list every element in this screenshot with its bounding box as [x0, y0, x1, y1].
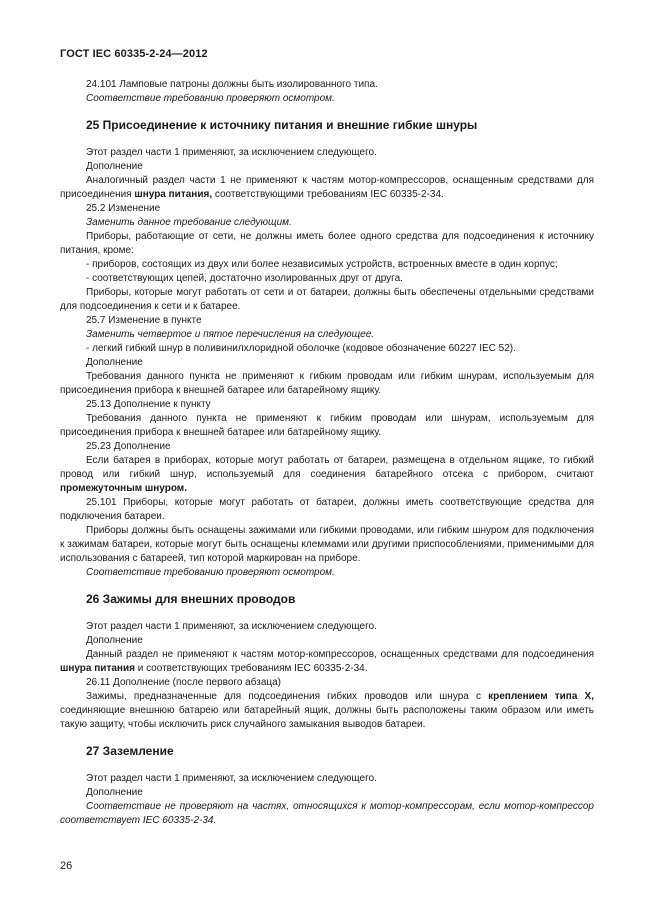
bold-term: шнура питания,: [134, 189, 213, 200]
paragraph: 25.13 Дополнение к пункту: [86, 399, 211, 410]
paragraph: Соответствие требованию проверяют осмотром.: [86, 93, 335, 104]
paragraph: 24.101 Ламповые патроны должны быть изолированного типа.: [86, 79, 378, 90]
text-run: Аналогичный раздел части 1 не применяют к частям мотор-компрессоров, оснащенным средствами для присоединения: [60, 175, 594, 200]
bold-term: шнура питания: [60, 663, 135, 674]
document-body: [60, 78, 594, 828]
section-heading: 26 Зажимы для внешних проводов: [86, 592, 296, 606]
bold-term: креплением типа X,: [488, 691, 594, 702]
text-run: Данный раздел не применяют к частям мотор-компрессоров, оснащенных средствами для подсоединения: [86, 649, 594, 660]
section-heading: 25 Присоединение к источнику питания и внешние гибкие шнуры: [86, 118, 478, 132]
paragraph: Соответствие требованию проверяют осмотром.: [86, 567, 335, 578]
paragraph: Заменить данное требование следующим.: [86, 217, 292, 228]
text-run: соединяющие внешнюю батарею или батарейный ящик, должны быть расположены таким образом или иметь такую защиту, чтобы исключить риск случайного замыкания выводов батареи.: [60, 705, 594, 730]
paragraph: Этот раздел части 1 применяют, за исключением следующего.: [86, 147, 377, 158]
paragraph: 25.2 Изменение: [86, 203, 161, 214]
paragraph: Требования данного пункта не применяют к гибким проводам или шнурам, используемым для присоединения прибора к внешней батарее или батарейному ящику.: [60, 413, 594, 438]
paragraph: Приборы, которые могут работать от сети и от батареи, должны быть обеспечены отдельными средствами для подсоединения к сети и к батарее.: [60, 287, 594, 312]
paragraph: Приборы должны быть оснащены зажимами или гибкими проводами, или гибким шнуром для подключения к зажимам батареи, которые могут быть оснащены клеммами или другими приспособлениями, применимыми для использования с батареей, тип которой маркирован на приборе.: [60, 525, 594, 564]
paragraph: Дополнение: [86, 161, 143, 172]
paragraph: 25.7 Изменение в пункте: [86, 315, 202, 326]
paragraph: Соответствие не проверяют на частях, относящихся к мотор-компрессорам, если мотор-компрессор соответствует IEC 60335-2-34.: [60, 801, 594, 826]
section-heading: 27 Заземление: [86, 744, 174, 758]
paragraph: Приборы, работающие от сети, не должны иметь более одного средства для подсоединения к источнику питания, кроме:: [60, 231, 594, 256]
paragraph: Заменить четвертое и пятое перечисления на следующее.: [86, 329, 375, 340]
paragraph: Этот раздел части 1 применяют, за исключением следующего.: [86, 773, 377, 784]
page-number: 26: [60, 860, 73, 872]
paragraph: - соответствующих цепей, достаточно изолированных друг от друга.: [86, 273, 403, 284]
paragraph: 25.101 Приборы, которые могут работать от батареи, должны иметь соответствующие средства для подключения батареи.: [60, 497, 594, 522]
paragraph: Дополнение: [86, 787, 143, 798]
paragraph: [60, 174, 594, 202]
paragraph: [60, 648, 594, 676]
paragraph: Дополнение: [86, 357, 143, 368]
paragraph: Требования данного пункта не применяют к гибким проводам или гибким шнурам, используемым для присоединения прибора к внешней батарее или батарейному ящику.: [60, 371, 594, 396]
paragraph: Этот раздел части 1 применяют, за исключением следующего.: [86, 621, 377, 632]
standard-header: ГОСТ IEC 60335-2-24—2012: [60, 48, 208, 60]
text-run: Если батарея в приборах, которые могут работать от батареи, размещена в отдельном ящике, то гибкий провод или гибкий шнур, используемый для соединения батарейного отсека с прибором, считают: [60, 455, 594, 480]
paragraph: [60, 690, 594, 732]
text-run: Зажимы, предназначенные для подсоединения гибких проводов или шнура с: [86, 691, 489, 702]
bold-term: промежуточным шнуром.: [60, 483, 187, 494]
text-run: соответствующими требованиям IEC 60335-2-34.: [212, 189, 444, 200]
text-run: и соответствующих требованиям IEC 60335-2-34.: [134, 663, 368, 674]
paragraph: Дополнение: [86, 635, 143, 646]
paragraph: - легкий гибкий шнур в поливинилхлоридной оболочке (кодовое обозначение 60227 IEC 52).: [86, 343, 516, 354]
paragraph: [60, 454, 594, 496]
paragraph: 26.11 Дополнение (после первого абзаца): [86, 677, 282, 688]
paragraph: - приборов, состоящих из двух или более независимых устройств, встроенных вместе в один корпус;: [86, 259, 558, 270]
paragraph: 25.23 Дополнение: [86, 441, 171, 452]
